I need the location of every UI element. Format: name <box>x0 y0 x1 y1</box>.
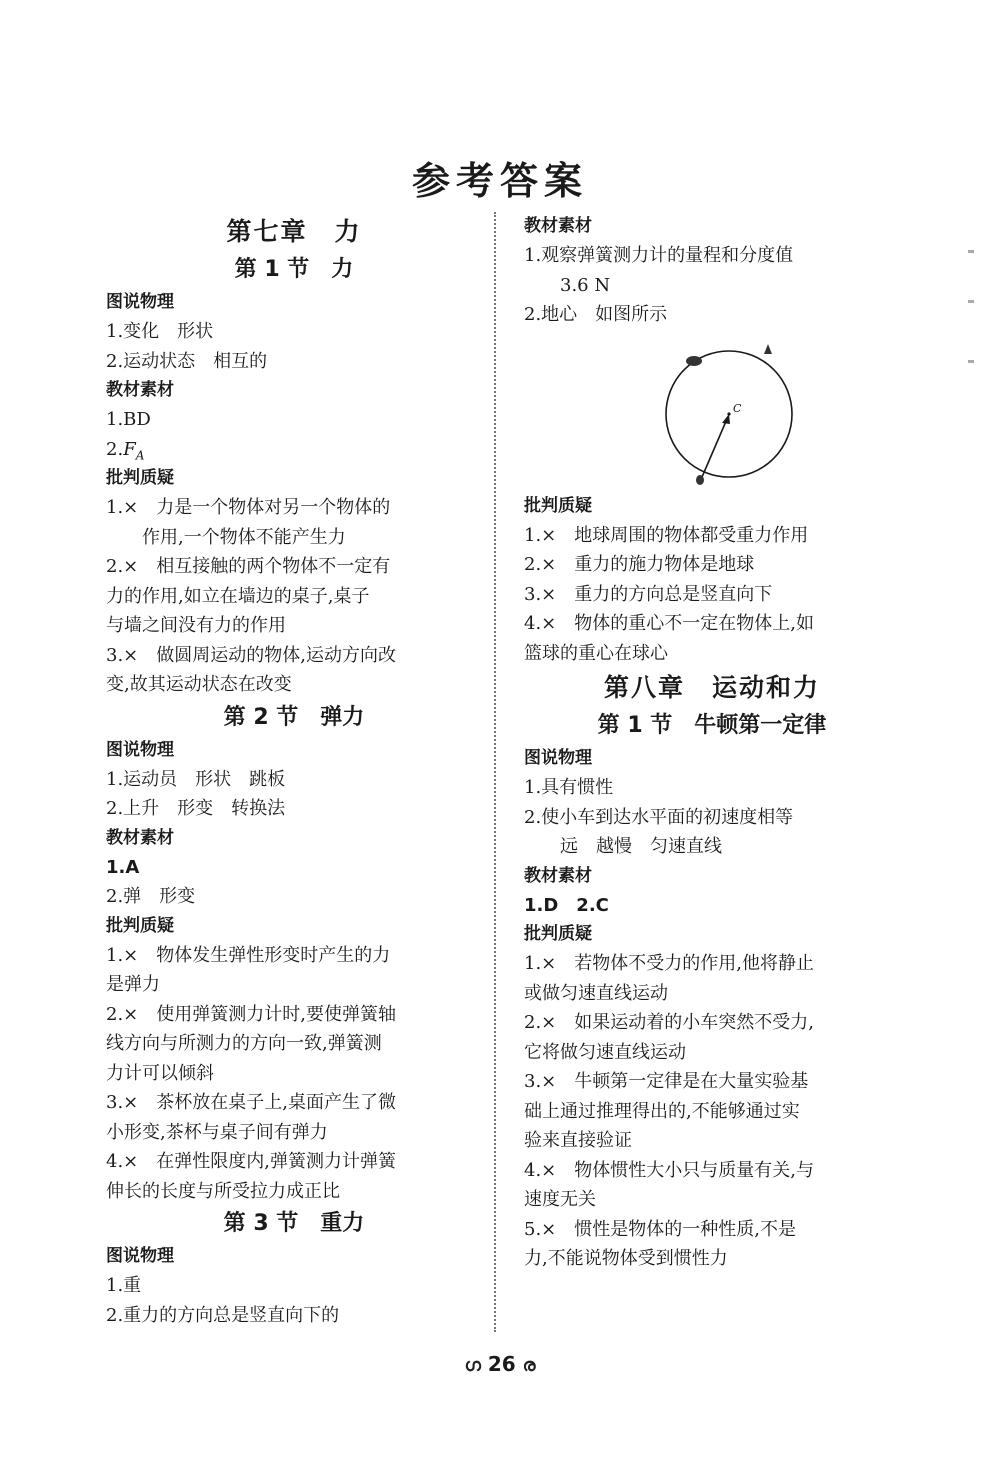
force-subscript: A <box>135 448 145 463</box>
answer-line: 1.× 地球周围的物体都受重力作用 <box>524 524 809 546</box>
answer-line: 3.6 N <box>560 274 611 296</box>
answer-line: 5.× 惯性是物体的一种性质,不是 <box>524 1218 796 1240</box>
column-divider <box>494 212 496 1332</box>
page-title: 参考答案 <box>411 159 588 203</box>
ornament-left-icon: ഗ <box>464 1355 481 1376</box>
answer-line: 3.× 牛顿第一定律是在大量实验基 <box>524 1071 809 1092</box>
answer-line: 它将做匀速直线运动 <box>524 1041 686 1063</box>
answer-line: 作用,一个物体不能产生力 <box>142 526 346 548</box>
arrow-head <box>722 414 730 424</box>
answer-line: 2.运动状态 相互的 <box>106 350 268 372</box>
answer-line: 1.× 物体发生弹性形变时产生的力 <box>106 944 391 966</box>
answer-line: 小形变,茶杯与桌子间有弹力 <box>106 1121 328 1143</box>
answer-line: 1.重 <box>106 1275 142 1296</box>
section-3-title: 第 3 节 重力 <box>223 1211 365 1236</box>
answer-line: 1.运动员 形状 跳板 <box>106 768 286 790</box>
answer-line: 2.重力的方向总是竖直向下的 <box>106 1304 340 1326</box>
left-column <box>106 212 482 1330</box>
answer-line: 1.变化 形状 <box>106 321 214 342</box>
section-heading: 教材素材 <box>106 380 174 400</box>
answer-prefix: 2. <box>106 438 124 460</box>
section-heading: 批判质疑 <box>524 924 592 944</box>
section-heading: 图说物理 <box>106 292 174 312</box>
answer-line <box>106 435 482 465</box>
section-heading: 图说物理 <box>106 739 174 760</box>
answer-line: 2.上升 形变 转换法 <box>106 798 286 819</box>
page-number-text: 26 <box>487 1352 516 1376</box>
section-heading: 图说物理 <box>106 1246 174 1266</box>
answer-line: 或做匀速直线运动 <box>524 982 668 1004</box>
object-top-icon <box>686 356 702 366</box>
center-label: C <box>733 401 742 415</box>
answer-line: 速度无关 <box>524 1189 596 1210</box>
section-2-title: 第 2 节 弹力 <box>223 704 365 730</box>
person-bottom-icon <box>696 475 704 485</box>
answer-line: 变,故其运动状态在改变 <box>106 674 292 695</box>
answer-line: 2.弹 形变 <box>106 886 196 907</box>
section-heading: 批判质疑 <box>106 468 174 488</box>
answer-line: 2.× 如果运动着的小车突然不受力, <box>524 1012 814 1033</box>
answer-line: 3.× 茶杯放在桌子上,桌面产生了微 <box>106 1092 396 1113</box>
force-symbol: F <box>123 438 136 460</box>
answer-line: 1.BD <box>106 409 151 430</box>
answer-line: 4.× 物体惯性大小只与质量有关,与 <box>524 1159 814 1181</box>
section-heading: 教材素材 <box>524 865 592 886</box>
section-heading: 教材素材 <box>106 827 174 848</box>
answer-line: 伸长的长度与所受拉力成正比 <box>106 1180 340 1202</box>
answer-line: 线方向与所测力的方向一致,弹簧测 <box>106 1033 382 1054</box>
answer-line: 3.× 重力的方向总是竖直向下 <box>524 583 773 605</box>
answer-line: 1.× 力是一个物体对另一个物体的 <box>106 497 391 518</box>
answer-line: 力计可以倾斜 <box>106 1062 214 1084</box>
chapter-7-title: 第七章 力 <box>226 217 362 246</box>
right-column <box>524 212 900 1274</box>
answer-line: 远 越慢 匀速直线 <box>560 836 722 857</box>
earth-circle-diagram <box>644 334 814 489</box>
chapter-8-title: 第八章 运动和力 <box>603 673 820 702</box>
answer-line: 力,不能说物体受到惯性力 <box>524 1248 728 1269</box>
person-top-right-icon <box>764 344 772 354</box>
answer-line: 1.观察弹簧测力计的量程和分度值 <box>524 245 794 266</box>
section-heading: 批判质疑 <box>106 915 174 936</box>
answer-line: 2.使小车到达水平面的初速度相等 <box>524 806 794 828</box>
answer-line: 4.× 物体的重心不一定在物体上,如 <box>524 613 814 634</box>
scan-edge-marks <box>968 250 978 370</box>
answer-line: 篮球的重心在球心 <box>524 642 668 664</box>
answer-line: 力的作用,如立在墙边的桌子,桌子 <box>106 585 370 607</box>
answer-line: 2.× 重力的施力物体是地球 <box>524 554 755 575</box>
answer-line: 4.× 在弹性限度内,弹簧测力计弹簧 <box>106 1151 396 1172</box>
section-1-title: 第 1 节 牛顿第一定律 <box>597 713 827 738</box>
answer-line: 2.地心 如图所示 <box>524 304 668 325</box>
answer-line: 1.× 若物体不受力的作用,他将静止 <box>524 953 814 974</box>
answer-line: 2.× 相互接触的两个物体不一定有 <box>106 556 391 577</box>
ornament-right-icon: ര <box>522 1355 536 1376</box>
answer-line: 验来直接验证 <box>524 1130 632 1151</box>
section-1-title: 第 1 节 力 <box>234 257 354 282</box>
answer-line: 与墙之间没有力的作用 <box>106 615 286 636</box>
section-heading: 图说物理 <box>524 748 592 768</box>
answer-line: 1.D 2.C <box>524 894 609 916</box>
section-heading: 教材素材 <box>524 216 592 236</box>
answer-line: 1.A <box>106 856 140 878</box>
earth-gravity-figure <box>524 330 900 492</box>
page-number <box>0 1352 1000 1376</box>
gravity-arrow <box>702 419 727 477</box>
answer-line: 础上通过推理得出的,不能够通过实 <box>524 1100 800 1122</box>
answer-line: 2.× 使用弹簧测力计时,要使弹簧轴 <box>106 1003 396 1025</box>
answer-line: 1.具有惯性 <box>524 777 614 798</box>
section-heading: 批判质疑 <box>524 495 592 516</box>
answer-line: 3.× 做圆周运动的物体,运动方向改 <box>106 644 396 666</box>
answer-line: 是弹力 <box>106 974 160 995</box>
